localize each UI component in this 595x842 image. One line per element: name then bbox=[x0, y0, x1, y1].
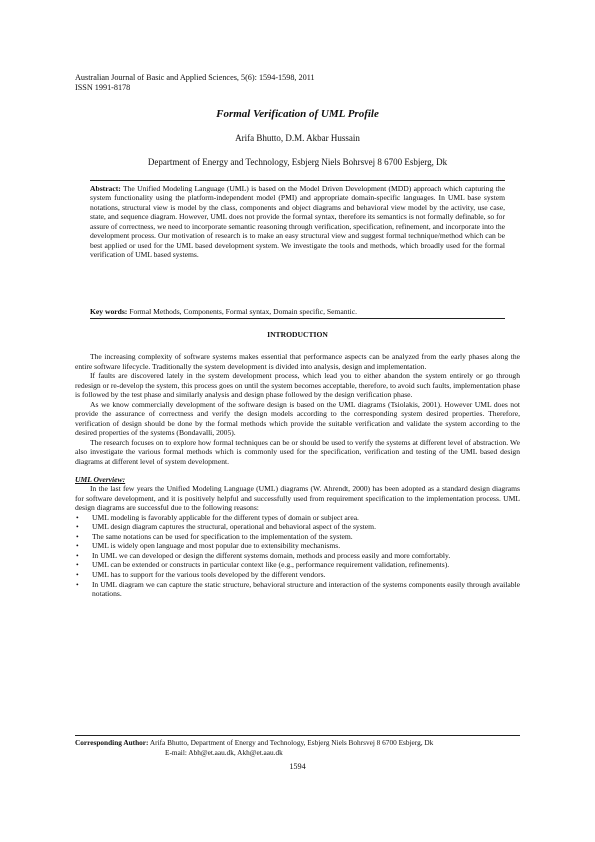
author-email: E-mail: Abh@et.aau.dk, Akh@et.aau.dk bbox=[165, 747, 283, 757]
abstract bbox=[90, 184, 505, 260]
footer-text: Arifa Bhutto, Department of Energy and Technology, Esbjerg Niels Bohrsvej 8 6700 Esbjerg, Dk bbox=[149, 738, 434, 747]
keywords bbox=[90, 307, 505, 317]
bullet-icon: • bbox=[76, 570, 79, 580]
reasons-list bbox=[75, 513, 520, 599]
abstract-label: Abstract: bbox=[90, 184, 121, 193]
abstract-top-rule bbox=[90, 180, 505, 181]
abstract-bottom-rule bbox=[90, 318, 505, 319]
list-item: • UML has to support for the various tools developed by the different vendors. bbox=[76, 570, 326, 580]
uml-overview-heading: UML Overview: bbox=[75, 474, 126, 484]
list-item: • UML modeling is favorably applicable for the different types of domain or subject area. bbox=[76, 512, 359, 522]
page-number: 1594 bbox=[289, 762, 306, 771]
keywords-text: Formal Methods, Components, Formal syntax, Domain specific, Semantic. bbox=[129, 307, 358, 316]
journal-header bbox=[75, 73, 315, 93]
footer-label: Corresponding Author: bbox=[75, 738, 149, 747]
abstract-text: The Unified Modeling Language (UML) is based on the Model Driven Development (MDD) approach which capturing the system functionality using the platform-independent model (PMI) and appropriate domain-specific languages. In UML base system notations, structural view is model by the class, components and object diagrams and behavioral view model by the activity, use case, state, and sequence diagram. However, UML does not provide the formal syntax, therefore its semantics is not formally definable, so for assure of correctness, we need to incorporate semantic reasoning through verification, specification, refinement, and incorporate into the development process. Our motivation of research is to make an easy structural view and suggest formal technique/method which can be best applied or used for the UML based development system. We investigate the tools and methods, which broadly used for the formal verification of UML based systems. bbox=[90, 184, 505, 260]
list-item: • The same notations can be used for specification to the implementation of the system. bbox=[76, 531, 353, 541]
bullet-icon: • bbox=[76, 541, 79, 551]
authors: Arifa Bhutto, D.M. Akbar Hussain bbox=[235, 133, 360, 143]
issn: ISSN 1991-8178 bbox=[75, 83, 131, 92]
paper-title: Formal Verification of UML Profile bbox=[216, 108, 379, 120]
list-item: • UML design diagram captures the structural, operational and behavioral aspect of the system. bbox=[76, 522, 376, 532]
footer-rule bbox=[75, 735, 520, 736]
intro-paragraph: The increasing complexity of software systems makes essential that performance aspects can be analyzed from the early phases along the entire software lifecycle. Traditionally the system development is divided into analysis, design and implementation. bbox=[75, 352, 520, 371]
journal-citation: Australian Journal of Basic and Applied Sciences, 5(6): 1594-1598, 2011 bbox=[75, 73, 315, 82]
intro-paragraph: As we know commercially development of the software design is based on the UML diagrams (Tsiolakis, 2001). However UML does not provide the assurance of correctness and verify the design models according to the corresponding system desired properties. Therefore, verification of design should be done by the formal methods which provide the suitable verification and validate the system according to the desired properties of the systems (Bondavalli, 2005). bbox=[75, 399, 520, 438]
body-text bbox=[75, 352, 520, 599]
intro-paragraph: The research focuses on to explore how formal techniques can be or should be used to verify the systems at different level of abstraction. We also investigate the various formal methods which is commonly used for the specification, verification and testing of the UML based design diagrams at different level of system development. bbox=[75, 437, 520, 467]
introduction-heading: INTRODUCTION bbox=[267, 330, 328, 339]
bullet-icon: • bbox=[76, 560, 79, 570]
corresponding-author bbox=[75, 738, 535, 757]
affiliation: Department of Energy and Technology, Esbjerg Niels Bohrsvej 8 6700 Esbjerg, Dk bbox=[147, 157, 448, 167]
uml-overview-paragraph: In the last few years the Unified Modeling Language (UML) diagrams (W. Ahrendt, 2000) has been adopted as a standard design diagrams for software development, and it is positively helpful and successfully used from requirement specification to the implementation process. UML design diagrams are successful due to the following reasons: bbox=[75, 484, 520, 513]
list-item: • In UML diagram we can capture the static structure, behavioral structure and interaction of the systems components easily through available notations. bbox=[76, 579, 520, 599]
list-item: • UML can be extended or constructs in particular context like (e.g., performance requirement validation, refinements). bbox=[76, 560, 450, 570]
list-item: • In UML we can developed or design the different systems domain, methods and process easily and more comfortably. bbox=[76, 550, 451, 560]
bullet-icon: • bbox=[76, 512, 79, 522]
bullet-icon: • bbox=[76, 550, 79, 560]
list-item: • UML is widely open language and most popular due to extensibility mechanisms. bbox=[76, 541, 341, 551]
intro-paragraph: If faults are discovered lately in the system development process, which lead you to either abandon the system entirely or go through redesign or re-develop the system, this process goes on until the system becomes acceptable, therefore, to avoid such faults, implementation phase is followed by the test phase and similarly analysis and design phase followed by the design verification phase. bbox=[75, 371, 520, 400]
keywords-label: Key words: bbox=[90, 307, 128, 316]
bullet-icon: • bbox=[76, 522, 79, 532]
bullet-icon: • bbox=[76, 531, 79, 541]
bullet-icon: • bbox=[76, 579, 79, 589]
